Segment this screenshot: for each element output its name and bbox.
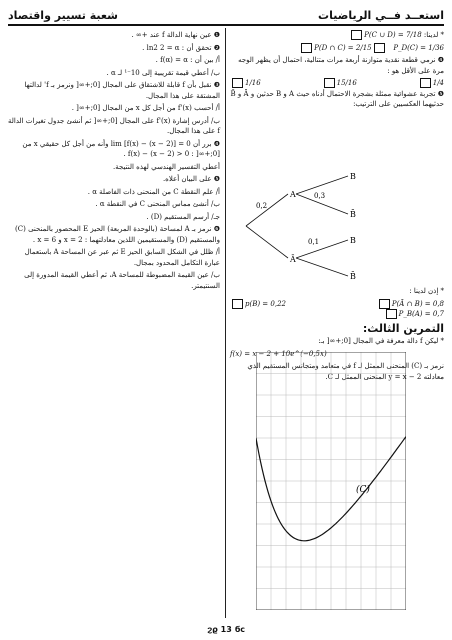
exercise-3-intro: * ليكن f دالة معرفة في المجال [0;+∞[ بـ: <box>318 337 444 345</box>
question-4: ❹ نرمي قطعة نقدية متوازنة أربعة مرات متتالية، احتمال أن يظهر الوجه مرة على الأقل هو : <box>238 56 444 75</box>
left-item-13: جـ/ أرسم المستقيم (D) . <box>146 212 220 221</box>
left-item-8: ❹ برر أن lim [f(x) − (x − 2)] = 0 وأنه من أجل كل حقيقي x من [0;+∞[ : f(x) − (x − 2) > 0 . <box>22 139 220 158</box>
left-item-4: ب/ أعطي قيمة تقريبية إلى 10⁻¹ لـ α . <box>106 68 220 77</box>
header-title-main: استعــد فــي الرياضيات <box>318 8 444 22</box>
left-item-3: أ/ بين أن : f(α) = α . <box>155 56 220 64</box>
answer-box[interactable] <box>386 309 397 319</box>
answer-box[interactable] <box>232 78 243 88</box>
answer-box[interactable] <box>232 299 243 309</box>
header-title-stream: شعبة تسيير واقتصاد <box>8 8 118 22</box>
graph-grid <box>256 352 406 610</box>
formula-intersection: P(D ∩ C) = 2/15 <box>314 43 372 52</box>
given-label: * لدينا: P(C ∪ D) = 7/18 <box>230 30 444 41</box>
node-B2: B <box>350 236 356 245</box>
prob-label-2: 0,3 <box>314 192 326 200</box>
page-footer: ϩϱ 13 ϭϲ <box>206 625 246 634</box>
left-item-2: ❷ تحقق أن : ln2 2 = α . <box>142 43 220 52</box>
left-item-16: ب/ عين القيمة المضبوطة للمساحة A، ثم أعطي القيمة المدورة إلى السنتيمتر. <box>24 271 220 290</box>
formula-union: P(C ∪ D) = 7/18 <box>364 31 422 39</box>
answer-box[interactable] <box>379 299 390 309</box>
prob-label-1: 0,2 <box>256 202 268 210</box>
node-B1: B <box>350 172 356 181</box>
left-item-9: أعطي التفسير الهندسي لهذه النتيجة. <box>113 162 220 171</box>
exercise-3-title: التمرين الثالث: <box>362 321 444 335</box>
question-5: ❺ تجربة عشوائية ممثلة بشجرة الاحتمال أدناه حيث A و B حدثين و Ā و B̄ حدثيهما العكسيين على الترتيب: <box>230 89 444 108</box>
option-2: 15/16 <box>336 79 357 87</box>
known-items <box>230 299 444 310</box>
option-3: 1/4 <box>432 79 444 87</box>
exercise-3-function: f(x) = x − 2 + 10e^(−0,5x) <box>230 349 327 358</box>
answer-box[interactable] <box>420 78 431 88</box>
node-B2bar: B̄ <box>350 272 356 281</box>
left-column <box>8 30 220 293</box>
column-divider <box>225 28 226 618</box>
left-item-11: أ/ علم النقطة C من المنحنى ذات الفاصلة α . <box>87 187 220 196</box>
formula-conditional: P_D(C) = 1/36 <box>393 43 444 52</box>
option-1: 1/16 <box>245 79 261 87</box>
left-item-14: ❻ نرمز بـ A لمساحة (بالوحدة المربعة) الحيز E المحصور بالمنحنى (C) والمستقيم (D) والمستقيمين اللذين معادلتهما : x = 2 و x = 6 . <box>15 225 220 244</box>
answer-box[interactable] <box>374 43 385 53</box>
left-item-7: ب/ أدرس إشارة f'(x) على المجال [0;+∞[ ثم أنشئ جدول تغيرات الدالة f على هذا المجال. <box>8 116 220 135</box>
known-item-conditional: P_B(A) = 0,7 <box>398 310 444 318</box>
known-label: * إذن لدينا : <box>409 287 444 295</box>
function-graph <box>256 352 406 610</box>
node-B1bar: B̄ <box>350 210 356 219</box>
answer-box[interactable] <box>324 78 335 88</box>
probability-tree <box>238 170 378 282</box>
answer-box[interactable] <box>301 43 312 53</box>
left-item-12: ب/ أنشئ مماس المنحنى C في النقطة α . <box>95 200 220 208</box>
left-item-15: أ/ ظلل في الشكل السابق الحيز E ثم عبر عن المساحة A باستعمال عبارة التكامل المحدود بمجال. <box>24 248 220 267</box>
prob-label-3: 0,1 <box>308 238 320 246</box>
given-formulas <box>230 43 444 54</box>
left-item-10: ❺ على البيان أعلاه. <box>162 175 220 183</box>
right-column <box>230 30 444 112</box>
known-item-pB: p(B) = 0,22 <box>245 299 286 308</box>
exercise-3-text: نرمز بـ (C) المنحنى الممثل لـ f في متعامد ومتجانس المستقيم الذي معادلته y = x − 2 المنحنى الممثل لـ C. <box>247 362 444 381</box>
q4-options <box>230 78 444 89</box>
answer-box[interactable] <box>351 30 362 40</box>
left-item-1: ❶ عين نهاية الدالة f عند +∞ . <box>131 31 220 39</box>
node-Abar: Ā <box>290 255 296 264</box>
left-item-5: ❸ نقبل بأن f قابلة للاشتقاق على المجال [0;+∞[ ونرمز بـ f' لدالتها المشتقة على هذا المجال. <box>24 81 220 100</box>
curve-label: (C) <box>356 485 370 495</box>
known-item-intersection: P(Ā ∩ B) = 0,8 <box>391 299 444 308</box>
known-items-2 <box>230 309 444 320</box>
left-item-6: أ/ أحسب f'(x) من أجل كل x من المجال [0;+∞[ . <box>71 104 220 112</box>
node-A: A <box>290 190 296 199</box>
page-header <box>8 6 444 26</box>
